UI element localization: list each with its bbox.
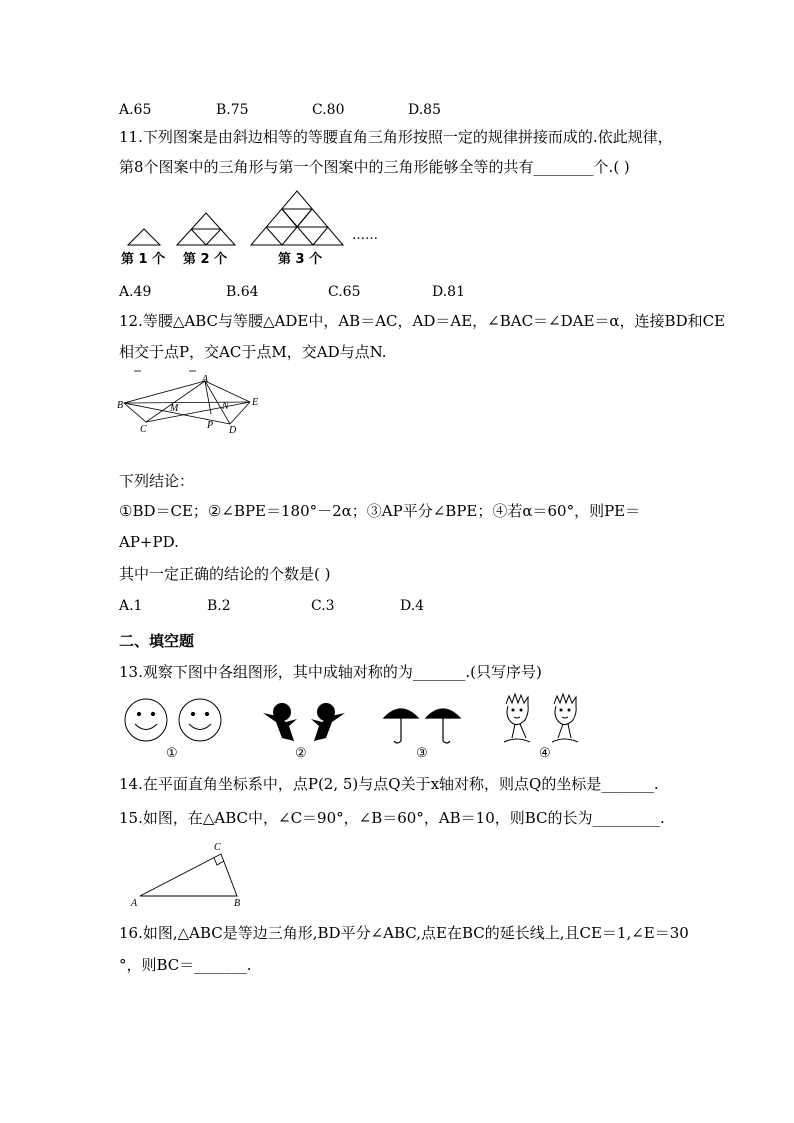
q12-option-a: A.1 xyxy=(119,598,143,614)
q14-text: 14.在平面直角坐标系中，点P(2, 5)与点Q关于x轴对称，则点Q的坐标是_______. xyxy=(119,775,659,793)
fig-number-4: ④ xyxy=(539,746,551,761)
q16-text-line1: 16.如图,△ABC是等边三角形,BD平分∠ABC,点E在BC的延长线上,且CE＝1,∠E＝30 xyxy=(119,924,689,942)
q12-question: 其中一定正确的结论的个数是( ) xyxy=(119,565,331,583)
q11-option-d: D.81 xyxy=(432,284,465,300)
q12-option-b: B.2 xyxy=(207,598,231,614)
section-title: 二、填空题 xyxy=(119,632,195,650)
q12-text-line1: 12.等腰△ABC与等腰△ADE中，AB＝AC，AD＝AE，∠BAC＝∠DAE＝α，连接BD和CE xyxy=(119,312,726,330)
pattern-ellipsis: …… xyxy=(352,228,378,243)
q10-option-b: B.75 xyxy=(216,102,249,118)
q11-option-a: A.49 xyxy=(119,284,152,300)
q10-option-a: A.65 xyxy=(119,102,152,118)
fig-label-3: 第 3 个 xyxy=(278,252,323,267)
q11-option-c: C.65 xyxy=(328,284,361,300)
q12-option-d: D.4 xyxy=(400,598,425,614)
point-c: C xyxy=(140,424,147,435)
point-d: D xyxy=(229,425,237,436)
q11-text-line1: 11.下列图案是由斜边相等的等腰直角三角形按照一定的规律拼接而成的.依此规律， xyxy=(119,128,673,146)
q12-text-line2: 相交于点P，交AC于点M，交AD与点N. xyxy=(119,343,387,361)
point-n: N xyxy=(222,401,229,412)
q13-text: 13.观察下图中各组图形，其中成轴对称的为_______.(只写序号) xyxy=(119,663,542,681)
fig-number-1: ① xyxy=(166,746,178,761)
q12-option-c: C.3 xyxy=(311,598,335,614)
point-a: A xyxy=(202,374,209,385)
q12-conclusions-title: 下列结论： xyxy=(119,472,195,490)
q11-text-line2: 第8个图案中的三角形与第一个图案中的三角形能够全等的共有________个.( ) xyxy=(119,158,630,176)
q12-conclusions-line2: AP+PD. xyxy=(119,533,179,551)
point-e: E xyxy=(252,397,259,408)
fig-number-2: ② xyxy=(295,746,307,761)
q12-conclusions-line1: ①BD＝CE；②∠BPE＝180°－2α；③AP平分∠BPE；④若α＝60°，则PE＝ xyxy=(119,502,641,520)
point-b: B xyxy=(234,898,241,909)
point-p: P xyxy=(207,420,214,431)
point-m: M xyxy=(170,403,179,414)
fig-number-3: ③ xyxy=(416,746,428,761)
fig-label-1: 第 1 个 xyxy=(121,252,166,267)
q11-option-b: B.64 xyxy=(226,284,259,300)
point-b: B xyxy=(117,400,124,411)
q10-option-d: D.85 xyxy=(408,102,441,118)
point-c: C xyxy=(214,842,221,853)
q10-option-c: C.80 xyxy=(312,102,345,118)
fig-label-2: 第 2 个 xyxy=(183,252,228,267)
q16-text-line2: °，则BC＝_______. xyxy=(119,956,252,974)
q15-text: 15.如图，在△ABC中，∠C＝90°，∠B＝60°，AB＝10，则BC的长为_________. xyxy=(119,809,665,827)
point-a: A xyxy=(131,898,138,909)
